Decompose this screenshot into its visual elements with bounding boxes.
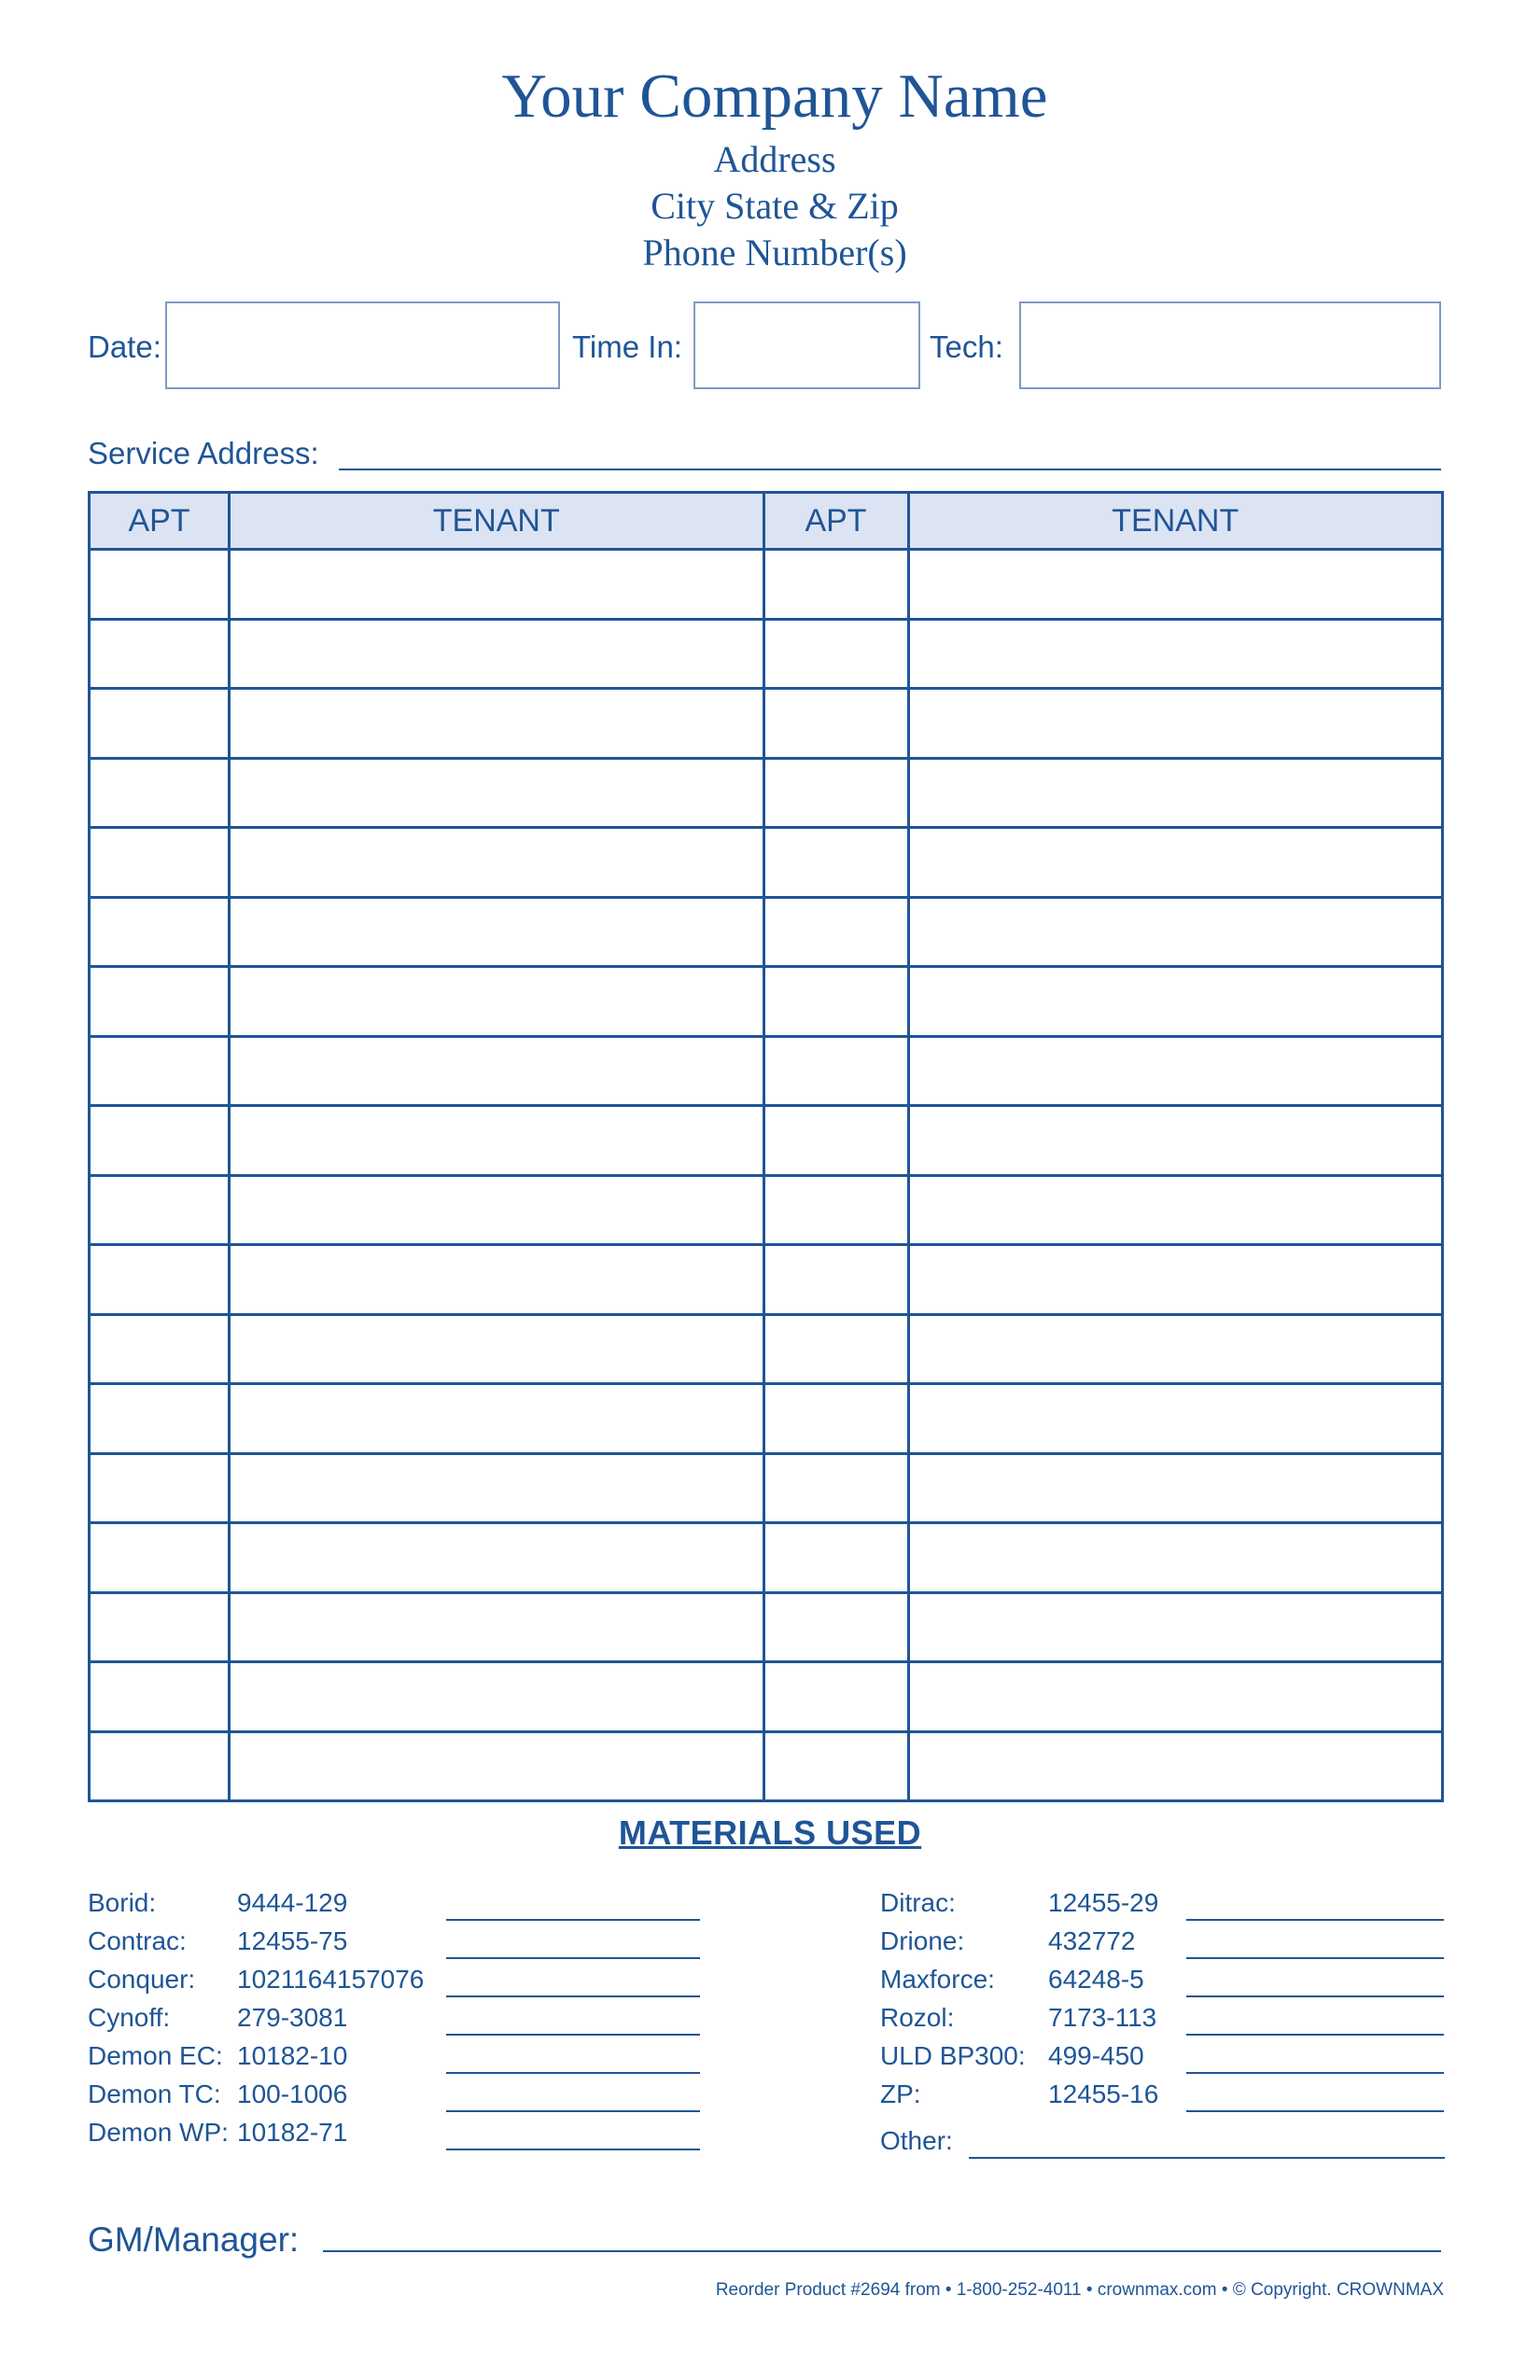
material-code: 279-3081 [237,2003,348,2032]
column-header-apt: APT [763,493,908,550]
apt-cell[interactable] [763,689,908,759]
material-row [88,2038,704,2074]
tenant-cell[interactable] [908,758,1443,828]
tenant-cell[interactable] [230,619,764,689]
material-name: Demon TC: [88,2079,221,2108]
column-header-tenant: TENANT [230,493,764,550]
tenant-cell[interactable] [230,1175,764,1245]
table-row [90,828,1443,898]
table-row [90,550,1443,620]
apt-cell[interactable] [90,619,230,689]
apt-cell[interactable] [763,828,908,898]
tenant-cell[interactable] [908,550,1443,620]
material-row [88,1924,704,1959]
reorder-footer: Reorder Product #2694 from • 1-800-252-4011 • crownmax.com • © Copyright. CROWNMAX [715,2280,1444,2300]
material-row [88,2000,704,2036]
material-amount-field[interactable] [1186,1919,1444,1921]
material-amount-field[interactable] [446,2072,700,2074]
company-name: Your Company Name [501,62,1048,131]
material-amount-field[interactable] [446,1995,700,1997]
material-amount-field[interactable] [1186,2034,1444,2036]
apt-cell[interactable] [763,1592,908,1662]
tenant-cell[interactable] [230,758,764,828]
material-code: 100-1006 [237,2079,348,2108]
material-amount-field[interactable] [446,1919,700,1921]
tenant-cell[interactable] [908,619,1443,689]
material-amount-field[interactable] [1186,1957,1444,1959]
tenant-cell[interactable] [230,1523,764,1593]
date-label: Date: [88,329,161,364]
table-row [90,1523,1443,1593]
tenant-cell[interactable] [908,1175,1443,1245]
tenant-cell[interactable] [230,1036,764,1106]
time-in-field[interactable] [693,301,920,389]
tenant-cell[interactable] [230,1314,764,1384]
apt-cell[interactable] [90,1245,230,1315]
material-name: Maxforce: [880,1965,995,1994]
material-code: 9444-129 [237,1888,348,1917]
time-in-label: Time In: [572,329,682,364]
apt-cell[interactable] [90,1106,230,1176]
apt-cell[interactable] [763,758,908,828]
material-row [880,1885,1445,1921]
apt-cell[interactable] [763,1245,908,1315]
table-row [90,1662,1443,1732]
tenant-cell[interactable] [230,1245,764,1315]
gm-manager-signature-field[interactable] [323,2250,1441,2252]
tenant-cell[interactable] [908,828,1443,898]
materials-used-title: MATERIALS USED [618,1813,922,1852]
table-row [90,897,1443,967]
apt-cell[interactable] [90,1523,230,1593]
tenant-table [88,491,1444,1802]
material-amount-field[interactable] [446,2149,700,2150]
material-name: Contrac: [88,1926,187,1955]
tenant-cell[interactable] [230,1384,764,1454]
table-header-row [90,493,1443,550]
apt-cell[interactable] [763,1662,908,1732]
gm-manager-label: GM/Manager: [88,2220,300,2259]
apt-cell[interactable] [90,1453,230,1523]
apt-cell[interactable] [763,897,908,967]
service-address-label: Service Address: [88,436,319,470]
apt-cell[interactable] [763,1453,908,1523]
material-code: 7173-113 [1048,2003,1157,2032]
column-header-apt: APT [90,493,230,550]
apt-cell[interactable] [90,1662,230,1732]
material-amount-field[interactable] [1186,1995,1444,1997]
material-amount-field[interactable] [446,2110,700,2112]
company-header [0,56,1540,276]
tenant-cell[interactable] [908,1592,1443,1662]
apt-cell[interactable] [763,619,908,689]
apt-cell[interactable] [90,897,230,967]
company-address: Address [713,138,836,180]
material-name: ULD BP300: [880,2041,1026,2070]
apt-cell[interactable] [90,758,230,828]
tenant-cell[interactable] [908,1384,1443,1454]
material-amount-field[interactable] [1186,2110,1444,2112]
table-row [90,1592,1443,1662]
material-code: 1021164157076 [237,1965,425,1994]
material-name: Rozol: [880,2003,955,2032]
column-header-tenant: TENANT [908,493,1443,550]
material-code: 10182-71 [237,2118,348,2147]
tenant-cell[interactable] [908,689,1443,759]
material-name: Drione: [880,1926,965,1955]
apt-cell[interactable] [763,1384,908,1454]
material-name: Borid: [88,1888,157,1917]
material-row [880,2000,1445,2036]
material-row [88,2077,704,2112]
material-code: 10182-10 [237,2041,348,2070]
tenant-cell[interactable] [908,1453,1443,1523]
tenant-cell[interactable] [908,1523,1443,1593]
material-code: 12455-16 [1048,2079,1159,2108]
tenant-cell[interactable] [230,550,764,620]
material-code: 12455-29 [1048,1888,1159,1917]
material-code: 12455-75 [237,1926,348,1955]
table-row [90,967,1443,1037]
table-row [90,1453,1443,1523]
material-row [88,1962,704,1997]
material-code: 432772 [1048,1926,1136,1955]
apt-cell[interactable] [90,689,230,759]
apt-cell[interactable] [90,828,230,898]
apt-cell[interactable] [763,550,908,620]
apt-cell[interactable] [763,1731,908,1801]
apt-cell[interactable] [763,1175,908,1245]
tenant-cell[interactable] [230,1453,764,1523]
tenant-table-body [90,550,1443,1801]
material-row [880,1962,1445,1997]
material-row [880,2077,1445,2112]
material-row [88,1885,704,1921]
table-row [90,689,1443,759]
tenant-cell[interactable] [230,1731,764,1801]
apt-cell[interactable] [90,1314,230,1384]
table-row [90,1106,1443,1176]
apt-cell[interactable] [90,1731,230,1801]
tenant-cell[interactable] [908,967,1443,1037]
material-name: Ditrac: [880,1888,956,1917]
tech-field[interactable] [1019,301,1441,389]
apt-cell[interactable] [90,1036,230,1106]
tenant-cell[interactable] [908,1106,1443,1176]
tenant-cell[interactable] [230,689,764,759]
tenant-cell[interactable] [908,1731,1443,1801]
material-name: Demon WP: [88,2118,229,2147]
tenant-cell[interactable] [230,828,764,898]
apt-cell[interactable] [763,1036,908,1106]
material-code: 499-450 [1048,2041,1144,2070]
tenant-cell[interactable] [230,1662,764,1732]
tenant-cell[interactable] [908,1245,1443,1315]
tenant-cell[interactable] [908,1314,1443,1384]
table-row [90,1245,1443,1315]
tenant-cell[interactable] [230,1592,764,1662]
material-amount-field[interactable] [446,1957,700,1959]
table-row [90,1731,1443,1801]
apt-cell[interactable] [763,1106,908,1176]
material-other-row [880,2123,1445,2159]
tenant-cell[interactable] [908,1662,1443,1732]
apt-cell[interactable] [763,1523,908,1593]
material-amount-field[interactable] [1186,2072,1444,2074]
material-code: 64248-5 [1048,1965,1144,1994]
table-row [90,758,1443,828]
apt-cell[interactable] [763,967,908,1037]
material-row [880,2038,1445,2074]
table-row [90,1384,1443,1454]
material-row [880,1924,1445,1959]
date-field[interactable] [165,301,560,389]
tenant-cell[interactable] [230,967,764,1037]
apt-cell[interactable] [90,1384,230,1454]
apt-cell[interactable] [90,1592,230,1662]
service-address-field[interactable] [339,469,1441,470]
apt-cell[interactable] [763,1314,908,1384]
material-row [88,2115,704,2150]
table-row [90,1036,1443,1106]
material-name: Cynoff: [88,2003,171,2032]
tenant-cell[interactable] [230,897,764,967]
company-city-state-zip: City State & Zip [651,185,899,227]
material-amount-field[interactable] [446,2034,700,2036]
table-row [90,1314,1443,1384]
tenant-cell[interactable] [230,1106,764,1176]
material-name: ZP: [880,2079,921,2108]
apt-cell[interactable] [90,550,230,620]
apt-cell[interactable] [90,1175,230,1245]
tenant-cell[interactable] [908,1036,1443,1106]
material-name: Demon EC: [88,2041,223,2070]
material-name: Conquer: [88,1965,196,1994]
tenant-cell[interactable] [908,897,1443,967]
material-other-label: Other: [880,2126,953,2155]
apt-cell[interactable] [90,967,230,1037]
table-row [90,619,1443,689]
table-row [90,1175,1443,1245]
tech-label: Tech: [930,329,1003,364]
company-phone: Phone Number(s) [642,231,907,273]
material-other-field[interactable] [969,2157,1445,2159]
